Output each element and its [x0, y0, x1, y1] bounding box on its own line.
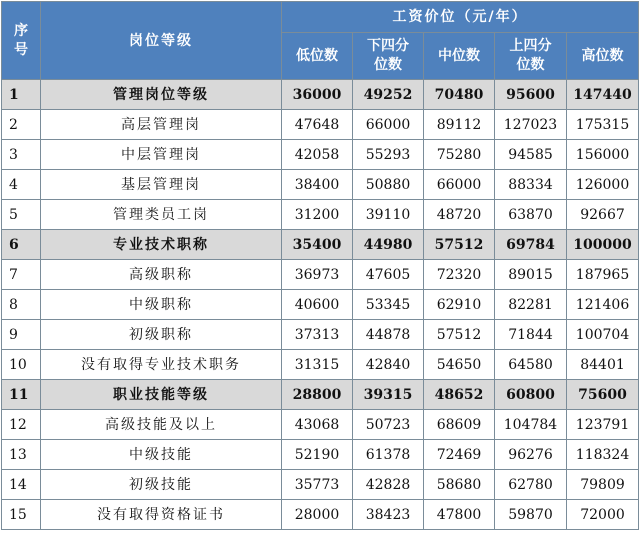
row-index: 5 [2, 200, 41, 230]
row-index: 14 [2, 470, 41, 500]
table-row [2, 410, 639, 440]
table-row [2, 110, 639, 140]
row-index: 11 [2, 380, 41, 410]
cell-low: 47648 [282, 110, 353, 140]
cell-upper-quartile: 104784 [495, 410, 567, 440]
row-index: 12 [2, 410, 41, 440]
cell-lower-quartile: 50880 [353, 170, 424, 200]
cell-low: 35400 [282, 230, 353, 260]
cell-upper-quartile: 62780 [495, 470, 567, 500]
cell-lower-quartile: 61378 [353, 440, 424, 470]
header-index: 序号 [2, 2, 41, 80]
table-body [2, 80, 639, 530]
row-position-level: 高层管理岗 [41, 110, 282, 140]
cell-lower-quartile: 53345 [353, 290, 424, 320]
cell-low: 31315 [282, 350, 353, 380]
cell-median: 72469 [424, 440, 495, 470]
row-index: 7 [2, 260, 41, 290]
table-row [2, 440, 639, 470]
cell-lower-quartile: 66000 [353, 110, 424, 140]
cell-low: 36000 [282, 80, 353, 110]
cell-low: 28800 [282, 380, 353, 410]
header-col-median: 中位数 [424, 33, 495, 80]
cell-low: 42058 [282, 140, 353, 170]
row-position-level: 高级技能及以上 [41, 410, 282, 440]
cell-lower-quartile: 38423 [353, 500, 424, 530]
cell-high: 79809 [567, 470, 639, 500]
cell-high: 187965 [567, 260, 639, 290]
cell-upper-quartile: 60800 [495, 380, 567, 410]
cell-low: 38400 [282, 170, 353, 200]
row-position-level: 中级职称 [41, 290, 282, 320]
cell-median: 68609 [424, 410, 495, 440]
table-row [2, 290, 639, 320]
cell-high: 100704 [567, 320, 639, 350]
cell-lower-quartile: 42828 [353, 470, 424, 500]
row-position-level: 管理岗位等级 [41, 80, 282, 110]
cell-lower-quartile: 55293 [353, 140, 424, 170]
row-position-level: 管理类员工岗 [41, 200, 282, 230]
cell-upper-quartile: 96276 [495, 440, 567, 470]
salary-table-container [1, 1, 638, 530]
cell-high: 100000 [567, 230, 639, 260]
row-index: 13 [2, 440, 41, 470]
header-col-upper-quartile: 上四分位数 [495, 33, 567, 80]
cell-upper-quartile: 127023 [495, 110, 567, 140]
cell-high: 84401 [567, 350, 639, 380]
header-col-low: 低位数 [282, 33, 353, 80]
cell-upper-quartile: 88334 [495, 170, 567, 200]
cell-upper-quartile: 64580 [495, 350, 567, 380]
header-position-level: 岗位等级 [41, 2, 282, 80]
cell-high: 126000 [567, 170, 639, 200]
table-row [2, 350, 639, 380]
row-position-level: 基层管理岗 [41, 170, 282, 200]
table-row [2, 140, 639, 170]
cell-high: 72000 [567, 500, 639, 530]
table-header [2, 2, 639, 80]
cell-lower-quartile: 47605 [353, 260, 424, 290]
table-group-row [2, 230, 639, 260]
cell-high: 147440 [567, 80, 639, 110]
cell-median: 58680 [424, 470, 495, 500]
cell-low: 31200 [282, 200, 353, 230]
cell-median: 75280 [424, 140, 495, 170]
cell-upper-quartile: 69784 [495, 230, 567, 260]
table-row [2, 260, 639, 290]
cell-lower-quartile: 44878 [353, 320, 424, 350]
table-row [2, 170, 639, 200]
header-salary-group: 工资价位（元/年） [282, 2, 639, 33]
cell-low: 37313 [282, 320, 353, 350]
row-index: 10 [2, 350, 41, 380]
cell-median: 47800 [424, 500, 495, 530]
row-position-level: 中层管理岗 [41, 140, 282, 170]
cell-median: 62910 [424, 290, 495, 320]
cell-high: 118324 [567, 440, 639, 470]
cell-low: 35773 [282, 470, 353, 500]
table-row [2, 500, 639, 530]
cell-high: 75600 [567, 380, 639, 410]
cell-median: 57512 [424, 230, 495, 260]
cell-upper-quartile: 59870 [495, 500, 567, 530]
cell-median: 48720 [424, 200, 495, 230]
header-col-high: 高位数 [567, 33, 639, 80]
table-group-row [2, 80, 639, 110]
row-position-level: 没有取得专业技术职务 [41, 350, 282, 380]
cell-high: 175315 [567, 110, 639, 140]
table-row [2, 320, 639, 350]
row-index: 1 [2, 80, 41, 110]
cell-lower-quartile: 42840 [353, 350, 424, 380]
row-position-level: 专业技术职称 [41, 230, 282, 260]
row-position-level: 职业技能等级 [41, 380, 282, 410]
cell-low: 36973 [282, 260, 353, 290]
salary-table [1, 1, 639, 530]
cell-upper-quartile: 95600 [495, 80, 567, 110]
row-index: 6 [2, 230, 41, 260]
cell-median: 48652 [424, 380, 495, 410]
cell-low: 43068 [282, 410, 353, 440]
cell-lower-quartile: 39315 [353, 380, 424, 410]
cell-low: 40600 [282, 290, 353, 320]
row-position-level: 中级技能 [41, 440, 282, 470]
table-row [2, 200, 639, 230]
header-col-lower-quartile: 下四分位数 [353, 33, 424, 80]
cell-median: 70480 [424, 80, 495, 110]
cell-lower-quartile: 44980 [353, 230, 424, 260]
table-group-row [2, 380, 639, 410]
cell-upper-quartile: 71844 [495, 320, 567, 350]
row-index: 15 [2, 500, 41, 530]
cell-low: 28000 [282, 500, 353, 530]
table-row [2, 470, 639, 500]
row-position-level: 初级职称 [41, 320, 282, 350]
cell-median: 66000 [424, 170, 495, 200]
row-position-level: 没有取得资格证书 [41, 500, 282, 530]
cell-high: 121406 [567, 290, 639, 320]
cell-upper-quartile: 94585 [495, 140, 567, 170]
row-index: 4 [2, 170, 41, 200]
cell-lower-quartile: 50723 [353, 410, 424, 440]
cell-median: 72320 [424, 260, 495, 290]
cell-upper-quartile: 89015 [495, 260, 567, 290]
row-index: 9 [2, 320, 41, 350]
cell-lower-quartile: 49252 [353, 80, 424, 110]
cell-lower-quartile: 39110 [353, 200, 424, 230]
cell-median: 89112 [424, 110, 495, 140]
cell-low: 52190 [282, 440, 353, 470]
cell-upper-quartile: 82281 [495, 290, 567, 320]
cell-median: 54650 [424, 350, 495, 380]
row-position-level: 初级技能 [41, 470, 282, 500]
row-position-level: 高级职称 [41, 260, 282, 290]
cell-upper-quartile: 63870 [495, 200, 567, 230]
cell-median: 57512 [424, 320, 495, 350]
row-index: 8 [2, 290, 41, 320]
row-index: 2 [2, 110, 41, 140]
cell-high: 156000 [567, 140, 639, 170]
cell-high: 92667 [567, 200, 639, 230]
cell-high: 123791 [567, 410, 639, 440]
row-index: 3 [2, 140, 41, 170]
